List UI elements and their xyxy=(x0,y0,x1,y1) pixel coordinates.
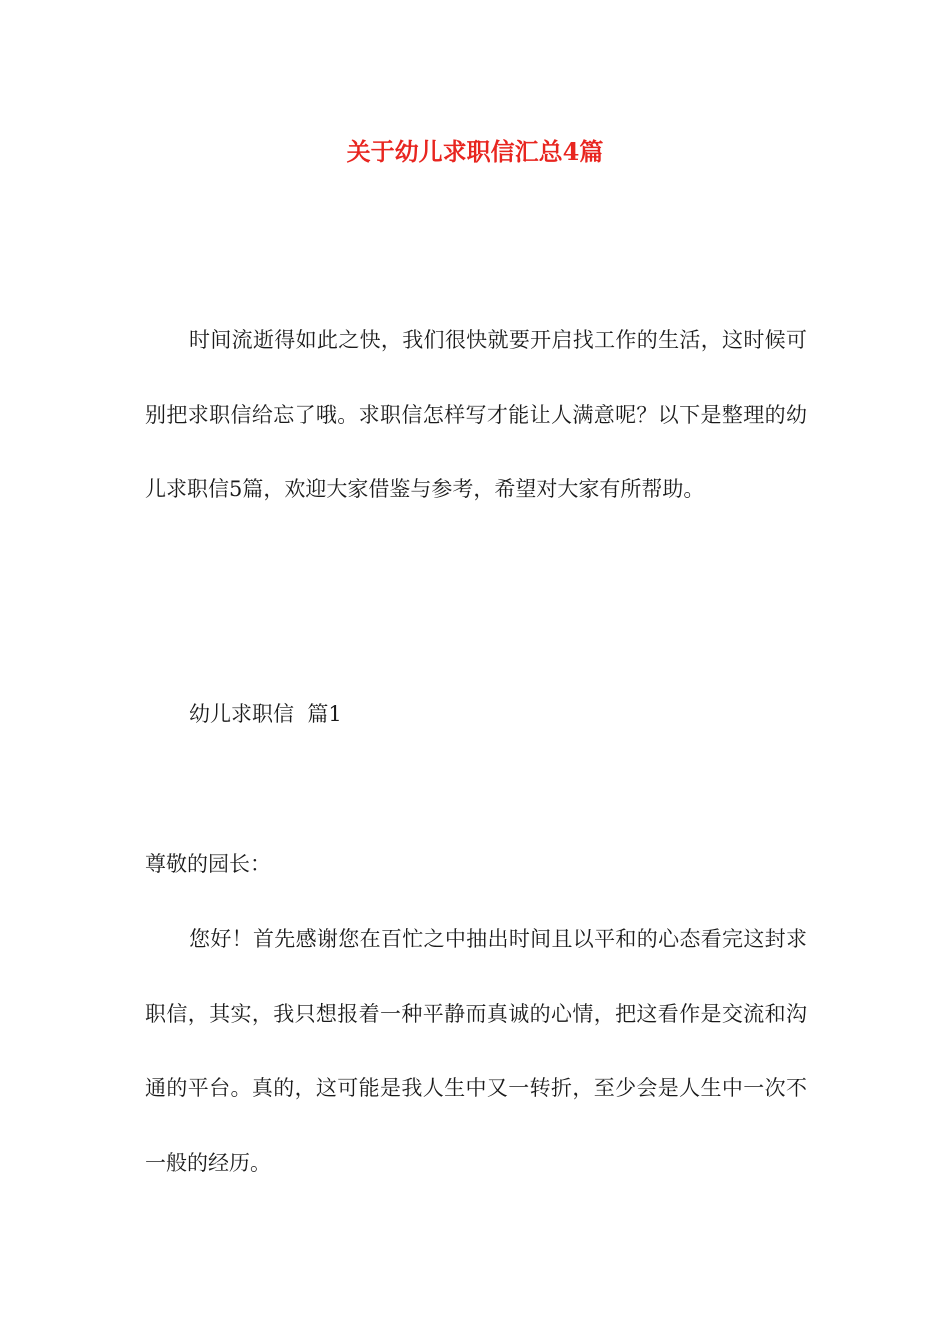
intro-paragraph: 时间流逝得如此之快，我们很快就要开启找工作的生活，这时候可别把求职信给忘了哦。求职信怎样写才能让人满意呢？以下是整理的幼儿求职信5篇，欢迎大家借鉴与参考，希望对大家有所帮助。 xyxy=(145,328,807,501)
salutation: 尊敬的园长： xyxy=(145,852,271,876)
section-heading: 幼儿求职信 篇1 xyxy=(189,702,342,726)
body-paragraph: 您好！首先感谢您在百忙之中抽出时间且以平和的心态看完这封求职信，其实，我只想报着一种平静而真诚的心情，把这看作是交流和沟通的平台。真的，这可能是我人生中又一转折，至少会是人生中一次不一般的经历。 xyxy=(145,927,807,1175)
document-title: 关于幼儿求职信汇总4篇 xyxy=(346,137,604,166)
